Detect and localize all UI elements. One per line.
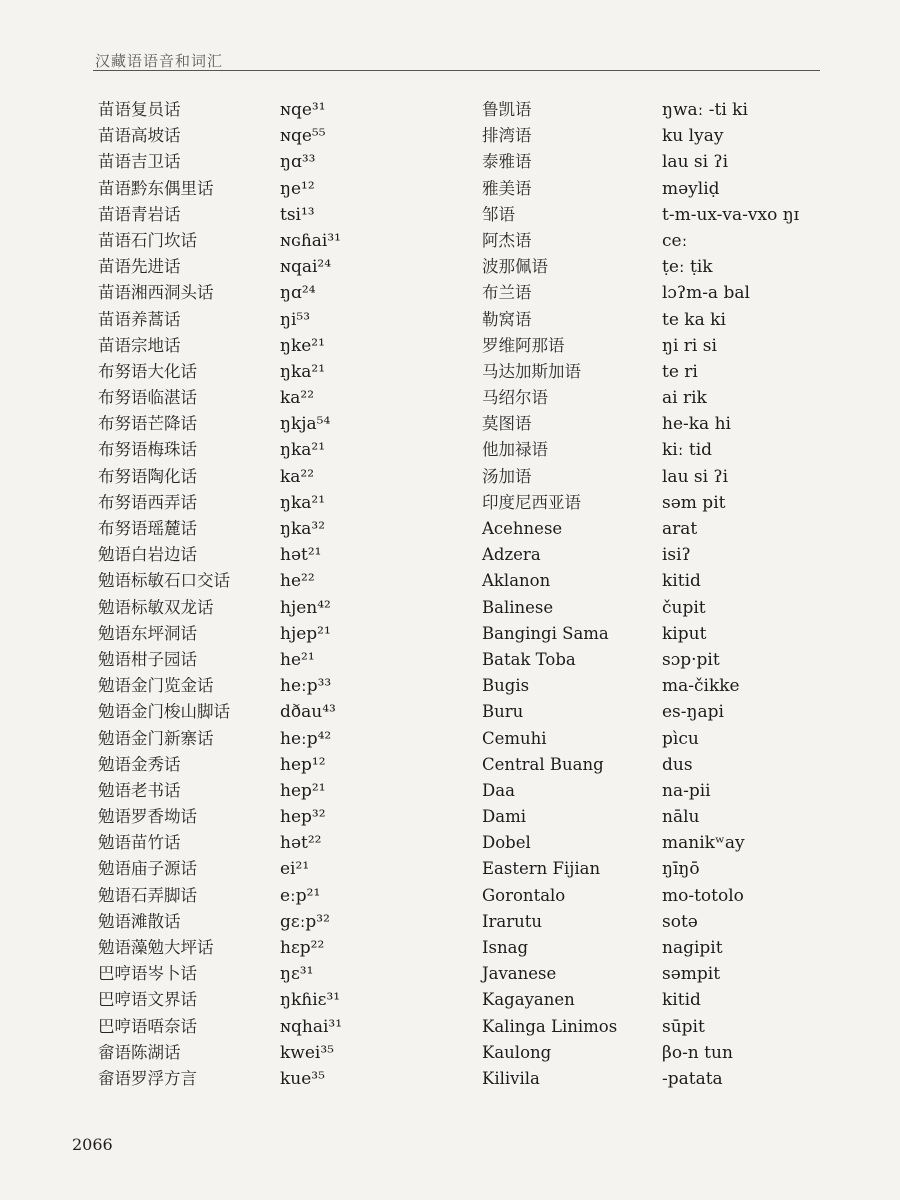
entry-row [84, 909, 444, 935]
language-name: 布努语西弄话 [98, 492, 197, 512]
entry-row [480, 987, 820, 1013]
language-name: 勉语东坪洞话 [98, 623, 197, 643]
entry-row [84, 385, 444, 411]
entry-row [480, 149, 820, 175]
entry-row [84, 359, 444, 385]
language-name: Batak Toba [482, 649, 576, 669]
language-name: Adzera [482, 545, 541, 565]
language-name: 苗语黔东偶里话 [98, 178, 214, 198]
word-form: məyliḍ [662, 178, 720, 199]
language-name: 布努语芒降话 [98, 414, 197, 434]
word-form: pìcu [662, 728, 699, 749]
header-rule [93, 70, 820, 71]
word-form: kiː tid [662, 440, 713, 461]
language-name: Aklanon [482, 571, 551, 591]
entry-row [84, 97, 444, 123]
word-form: sɔp·pit [662, 649, 720, 670]
word-form: he-ka hi [662, 414, 731, 435]
entry-row [480, 883, 820, 909]
word-form: arat [662, 519, 698, 539]
entry-row [84, 935, 444, 961]
entry-row [84, 464, 444, 490]
word-form: ŋɑ³³ [280, 152, 316, 173]
word-form: ku lyay [662, 126, 724, 147]
word-form: ŋka²¹ [280, 361, 326, 382]
language-name: 布努语梅珠话 [98, 440, 197, 460]
language-name: 雅美语 [482, 178, 532, 198]
language-name: 畲语陈湖话 [98, 1042, 181, 1062]
word-form: kitid [662, 571, 701, 592]
entry-row [480, 228, 820, 254]
word-form: ɴqe⁵⁵ [280, 126, 326, 147]
language-name: 巴哼语唔奈话 [98, 1016, 197, 1036]
language-name: 莫图语 [482, 414, 532, 434]
word-form: ŋka²¹ [280, 492, 326, 513]
language-name: Kagayanen [482, 990, 575, 1010]
word-form: heːp⁴² [280, 728, 332, 749]
language-name: 勉语白岩边话 [98, 545, 197, 565]
word-form: heːp³³ [280, 676, 332, 697]
language-name: Daa [482, 780, 515, 800]
entry-row [480, 856, 820, 882]
entry-row [84, 673, 444, 699]
entry-row [480, 307, 820, 333]
word-form: sūpit [662, 1016, 705, 1037]
entry-row [84, 333, 444, 359]
word-form: kue³⁵ [280, 1068, 325, 1089]
word-form: gɛːp³² [280, 911, 330, 932]
word-form: sotə [662, 911, 698, 932]
entry-row [84, 149, 444, 175]
word-form: hət²¹ [280, 545, 322, 566]
right-column [480, 97, 820, 1092]
word-form: eːp²¹ [280, 885, 321, 906]
entry-row [84, 254, 444, 280]
language-name: 苗语高坡话 [98, 126, 181, 146]
word-form: ŋɑ²⁴ [280, 283, 316, 304]
entry-row [480, 490, 820, 516]
language-name: Isnag [482, 938, 529, 957]
entry-row [84, 621, 444, 647]
word-form: ɴqhai³¹ [280, 1016, 343, 1037]
language-name: Gorontalo [482, 885, 566, 905]
entry-row [84, 647, 444, 673]
language-name: Bangingi Sama [482, 623, 609, 643]
entry-row [84, 1040, 444, 1066]
entry-row [84, 856, 444, 882]
language-name: 勉语罗香坳话 [98, 807, 197, 827]
word-form: hɛp²² [280, 938, 325, 958]
language-name: 邹语 [482, 204, 515, 224]
word-form: lau si ʔi [662, 152, 729, 173]
entry-row [480, 464, 820, 490]
language-name: Cemuhi [482, 728, 547, 748]
language-name: 波那佩语 [482, 257, 548, 277]
entry-row [84, 1014, 444, 1040]
entry-row [480, 726, 820, 752]
entry-row [84, 516, 444, 542]
word-form: ɴqe³¹ [280, 100, 326, 120]
entry-row [84, 411, 444, 437]
language-name: 布努语瑶麓话 [98, 519, 197, 538]
language-name: Kilivila [482, 1068, 540, 1088]
language-name: 勉语石弄脚话 [98, 885, 197, 905]
language-name: Buru [482, 702, 524, 722]
word-form: hep²¹ [280, 780, 326, 801]
word-form: ei²¹ [280, 859, 310, 880]
entry-row [480, 542, 820, 568]
entry-row [480, 176, 820, 202]
language-name: 勉语金门新寨话 [98, 728, 214, 748]
word-form: ka²² [280, 388, 315, 409]
word-form: ŋi ri si [662, 335, 717, 356]
language-name: Eastern Fijian [482, 859, 601, 879]
entry-row [480, 280, 820, 306]
word-form: səmpit [662, 964, 721, 985]
entry-row [480, 568, 820, 594]
entry-row [480, 254, 820, 280]
entry-row [480, 961, 820, 987]
entry-row [480, 411, 820, 437]
language-name: 勉语金门梭山脚话 [98, 702, 230, 722]
language-name: 勉语庙子源话 [98, 859, 197, 879]
entry-row [84, 123, 444, 149]
entry-row [480, 202, 820, 228]
language-name: 罗维阿那语 [482, 335, 565, 355]
entry-row [84, 961, 444, 987]
entry-row [84, 202, 444, 228]
word-form: te ka ki [662, 309, 726, 330]
entry-row [84, 280, 444, 306]
language-name: 苗语先进话 [98, 257, 181, 277]
language-name: Kaulong [482, 1042, 552, 1062]
word-form: dðau⁴³ [280, 702, 336, 723]
entry-row [84, 437, 444, 463]
language-name: 汤加语 [482, 466, 532, 486]
word-form: tsi¹³ [280, 204, 315, 225]
word-form: ŋwaː -ti ki [662, 100, 748, 120]
word-form: ɴɢɦai³¹ [280, 230, 341, 251]
language-name: Dami [482, 807, 526, 827]
entry-row [480, 595, 820, 621]
entry-row [84, 987, 444, 1013]
entry-row [480, 673, 820, 699]
entry-row [84, 228, 444, 254]
word-form: lɔʔm-a bal [662, 283, 750, 304]
word-form: ŋi⁵³ [280, 309, 311, 330]
word-form: ka²² [280, 466, 315, 487]
language-name: Balinese [482, 597, 554, 617]
entry-row [84, 883, 444, 909]
entry-row [480, 830, 820, 856]
entry-row [480, 516, 820, 542]
language-name: Javanese [482, 964, 557, 984]
entry-row [480, 97, 820, 123]
word-form: na-pii [662, 780, 711, 801]
word-form: hət²² [280, 833, 322, 854]
language-name: 阿杰语 [482, 230, 532, 250]
language-name: 勉语滩散话 [98, 911, 181, 931]
entry-row [480, 752, 820, 778]
word-form: ŋkɦiɛ³¹ [280, 990, 341, 1011]
language-name: 苗语石门坎话 [98, 230, 197, 250]
word-form: nālu [662, 807, 700, 828]
word-form: mo-totolo [662, 885, 744, 906]
word-form: kiput [662, 623, 707, 644]
language-name: 马绍尔语 [482, 388, 548, 408]
language-name: 畲语罗浮方言 [98, 1068, 197, 1088]
word-form: t-m-ux-va-vxo ŋɪ [662, 204, 800, 225]
entry-row [480, 333, 820, 359]
entry-row [84, 176, 444, 202]
word-form: səm pit [662, 492, 726, 513]
language-name: 苗语养蒿话 [98, 309, 181, 329]
word-form: ma-čikke [662, 676, 740, 697]
word-form: ŋka²¹ [280, 440, 326, 461]
language-name: 勉语标敏石口交话 [98, 571, 230, 591]
word-form: te ri [662, 361, 698, 382]
language-name: 勉语金门览金话 [98, 676, 214, 696]
language-name: Kalinga Linimos [482, 1016, 618, 1036]
word-form: hjep²¹ [280, 623, 331, 644]
word-form: ŋke²¹ [280, 335, 325, 356]
language-name: 勉语藻勉大坪话 [98, 938, 214, 957]
language-name: 泰雅语 [482, 152, 532, 172]
language-name: 鲁凯语 [482, 100, 532, 119]
entry-row [480, 359, 820, 385]
language-name: 勉语老书话 [98, 780, 181, 800]
entry-row [480, 647, 820, 673]
entry-row [84, 595, 444, 621]
language-name: 苗语宗地话 [98, 335, 181, 355]
word-form: nagipit [662, 938, 723, 958]
language-name: 勒窝语 [482, 309, 532, 329]
word-form: kitid [662, 990, 701, 1011]
entry-row [480, 909, 820, 935]
entry-row [84, 726, 444, 752]
language-name: 他加禄语 [482, 440, 548, 460]
language-name: 勉语金秀话 [98, 754, 181, 774]
language-name: 苗语湘西洞头话 [98, 283, 214, 303]
entry-row [84, 490, 444, 516]
word-form: isiʔ [662, 545, 691, 566]
word-form: ŋɛ³¹ [280, 964, 314, 985]
word-form: es-ŋapi [662, 702, 724, 723]
language-name: 巴哼语岑卜话 [98, 964, 197, 984]
word-form: he²² [280, 571, 315, 592]
entry-row [84, 830, 444, 856]
word-form: ai rik [662, 388, 707, 409]
language-name: 印度尼西亚语 [482, 492, 581, 512]
left-column [84, 97, 444, 1092]
language-name: 巴哼语文界话 [98, 990, 197, 1010]
entry-row [84, 804, 444, 830]
entry-row [84, 778, 444, 804]
word-form: hjen⁴² [280, 597, 331, 618]
language-name: Irarutu [482, 911, 543, 931]
language-name: Acehnese [482, 519, 563, 538]
word-form: ɴqai²⁴ [280, 257, 332, 278]
entry-row [84, 1066, 444, 1092]
entry-row [84, 568, 444, 594]
language-name: 苗语青岩话 [98, 204, 181, 224]
page-number: 2066 [72, 1135, 113, 1154]
word-form: kwei³⁵ [280, 1042, 334, 1063]
word-form: hep¹² [280, 754, 326, 775]
entry-row [84, 699, 444, 725]
word-form: manikʷay [662, 833, 745, 854]
entry-row [480, 935, 820, 961]
entry-row [480, 804, 820, 830]
running-head: 汉藏语语音和词汇 [95, 52, 224, 70]
word-form: čupit [662, 597, 706, 618]
word-form: βo-n tun [662, 1042, 733, 1063]
entry-row [480, 1014, 820, 1040]
word-form: he²¹ [280, 649, 315, 670]
entry-row [84, 307, 444, 333]
entry-row [480, 1040, 820, 1066]
word-form: ceː [662, 230, 688, 251]
entry-row [480, 437, 820, 463]
language-name: Bugis [482, 676, 530, 696]
language-name: 布努语临湛话 [98, 388, 197, 408]
word-form: ṭeː ṭik [662, 257, 713, 278]
word-form: -patata [662, 1068, 723, 1089]
language-name: 勉语柑子园话 [98, 649, 197, 669]
language-name: 苗语复员话 [98, 100, 181, 119]
language-name: 苗语吉卫话 [98, 152, 181, 172]
word-form: ŋīŋō [662, 859, 700, 880]
language-name: 布努语大化话 [98, 361, 197, 381]
language-name: 排湾语 [482, 126, 532, 146]
word-form: ŋka³² [280, 519, 326, 539]
entry-row [480, 123, 820, 149]
entry-row [84, 542, 444, 568]
language-name: 布努语陶化话 [98, 466, 197, 486]
word-form: ŋe¹² [280, 178, 315, 199]
word-form: ŋkja⁵⁴ [280, 414, 331, 435]
word-form: dus [662, 754, 693, 775]
entry-row [480, 699, 820, 725]
entry-row [480, 621, 820, 647]
entry-row [480, 778, 820, 804]
entry-row [480, 1066, 820, 1092]
language-name: 勉语标敏双龙话 [98, 597, 214, 617]
language-name: 勉语苗竹话 [98, 833, 181, 853]
language-name: Central Buang [482, 754, 604, 774]
language-name: Dobel [482, 833, 531, 853]
entry-row [84, 752, 444, 778]
language-name: 马达加斯加语 [482, 361, 581, 381]
language-name: 布兰语 [482, 283, 532, 303]
word-form: hep³² [280, 807, 326, 828]
entry-row [480, 385, 820, 411]
word-form: lau si ʔi [662, 466, 729, 487]
